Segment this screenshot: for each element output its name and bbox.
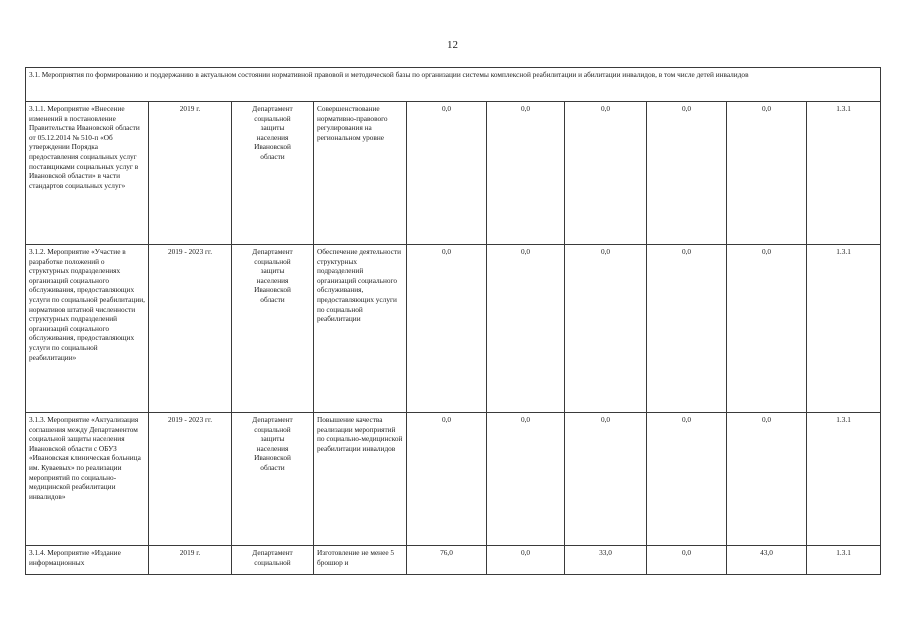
value-cell: 33,0 [565,546,647,575]
value-cell: 0,0 [565,413,647,546]
activity-cell: 3.1.3. Мероприятие «Актуализация соглашения между Департаментом социальной защиты населения Ивановской области с ОБУЗ «Ивановская клиническая больница им. Куваевых» по реализации мероприятий по социально-медицинской реабилитации инвалидов» [26,413,149,546]
value-cell: 43,0 [727,546,807,575]
measures-table [25,67,881,575]
value-cell: 76,0 [407,546,487,575]
page-number: 12 [447,39,458,51]
table-row [26,245,881,413]
period-cell: 2019 г. [149,102,232,245]
value-cell: 0,0 [407,102,487,245]
executor-cell: Департамент социальной защиты населения Ивановской области [232,102,314,245]
section-title: 3.1. Мероприятия по формированию и поддержанию в актуальном состоянии нормативной правовой и методической базы по организации системы комплексной реабилитации и абилитации инвалидов, в том числе детей инвалидов [26,68,881,102]
value-cell: 0,0 [487,413,565,546]
result-cell: Обеспечение деятельности структурных подразделений организаций социального обслуживания, предоставляющих услуги по социальной реабилитации [314,245,407,413]
table-row [26,413,881,546]
value-cell: 0,0 [647,245,727,413]
executor-cell: Департамент социальной [232,546,314,575]
section-header-row [26,68,881,102]
indicator-code-cell: 1.3.1 [807,413,881,546]
value-cell: 0,0 [407,413,487,546]
value-cell: 0,0 [565,102,647,245]
value-cell: 0,0 [647,546,727,575]
value-cell: 0,0 [647,102,727,245]
indicator-code-cell: 1.3.1 [807,546,881,575]
value-cell: 0,0 [727,413,807,546]
executor-cell: Департамент социальной защиты населения Ивановской области [232,413,314,546]
value-cell: 0,0 [647,413,727,546]
value-cell: 0,0 [727,102,807,245]
activity-cell: 3.1.2. Мероприятие «Участие в разработке положений о структурных подразделениях организаций социального обслуживания, предоставляющих услуги по социальной реабилитации, нормативов штатной численности структурных подразделений организаций социального обслуживания, предоставляющих услуги по социальной реабилитации» [26,245,149,413]
period-cell: 2019 - 2023 гг. [149,413,232,546]
table-row [26,546,881,575]
table-row [26,102,881,245]
value-cell: 0,0 [487,102,565,245]
value-cell: 0,0 [487,245,565,413]
result-cell: Повышение качества реализации мероприятий по социально-медицинской реабилитации инвалидов [314,413,407,546]
value-cell: 0,0 [407,245,487,413]
activity-cell: 3.1.1. Мероприятие «Внесение изменений в постановление Правительства Ивановской области от 05.12.2014 № 510-п «Об утверждении Порядка предоставления социальных услуг поставщиками социальных услуг в Ивановской области» в части стандартов социальных услуг» [26,102,149,245]
result-cell: Совершенствование нормативно-правового регулирования на региональном уровне [314,102,407,245]
result-cell: Изготовление не менее 5 брошюр и [314,546,407,575]
period-cell: 2019 - 2023 гг. [149,245,232,413]
period-cell: 2019 г. [149,546,232,575]
indicator-code-cell: 1.3.1 [807,245,881,413]
value-cell: 0,0 [487,546,565,575]
executor-cell: Департамент социальной защиты населения Ивановской области [232,245,314,413]
activity-cell: 3.1.4. Мероприятие «Издание информационных [26,546,149,575]
value-cell: 0,0 [565,245,647,413]
indicator-code-cell: 1.3.1 [807,102,881,245]
value-cell: 0,0 [727,245,807,413]
